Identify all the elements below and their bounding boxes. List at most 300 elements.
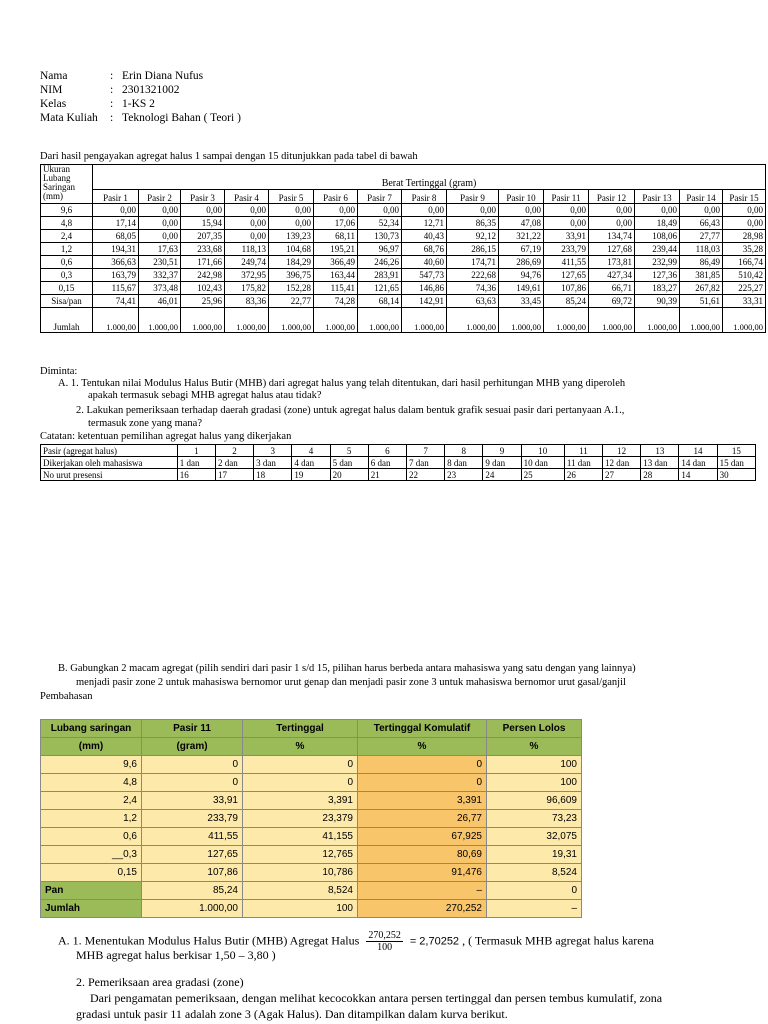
assignment-cell: 25 — [521, 469, 564, 481]
cell-value: 130,73 — [358, 230, 402, 243]
analysis-cell: 0 — [487, 882, 582, 900]
assignment-cell: 14 dan — [679, 457, 717, 469]
assignment-cell: 15 dan — [717, 457, 755, 469]
cell-value: 0,00 — [635, 204, 680, 217]
cell-value: 102,43 — [181, 282, 225, 295]
analysis-cell: 32,075 — [487, 828, 582, 846]
cell-value: 127,36 — [635, 269, 680, 282]
analysis-cell: 73,23 — [487, 810, 582, 828]
row-label: 1,2 — [41, 243, 93, 256]
cell-value: 207,35 — [181, 230, 225, 243]
row-label: 0,3 — [41, 269, 93, 282]
cell-value: 68,76 — [402, 243, 447, 256]
cell-value: 286,69 — [499, 256, 544, 269]
cell-value: 22,77 — [269, 295, 314, 308]
cell-value: 52,34 — [358, 217, 402, 230]
assignment-cell: 14 — [679, 469, 717, 481]
analysis-header: Tertinggal — [243, 720, 358, 738]
assignment-cell: 2 dan — [215, 457, 253, 469]
cell-value: 1.000,00 — [402, 308, 447, 333]
sieve-size-header: Ukuran Lubang Saringan (mm) — [41, 165, 93, 204]
row-label: 0,6 — [41, 256, 93, 269]
row-label: Jumlah — [41, 308, 93, 333]
cell-value: 249,74 — [225, 256, 269, 269]
assignment-cell: 7 dan — [406, 457, 444, 469]
cell-value: 35,28 — [723, 243, 766, 256]
table-row — [41, 217, 766, 230]
analysis-cell: 1,2 — [41, 810, 142, 828]
assignment-cell: 26 — [564, 469, 602, 481]
cell-value: 242,98 — [181, 269, 225, 282]
cell-value: 166,74 — [723, 256, 766, 269]
info-label: Nama — [40, 70, 68, 82]
assignment-cell: 19 — [292, 469, 330, 481]
cell-value: 12,71 — [402, 217, 447, 230]
column-header: Pasir 12 — [589, 190, 635, 204]
cell-value: 0,00 — [225, 204, 269, 217]
cell-value: 86,49 — [680, 256, 723, 269]
cell-value: 33,31 — [723, 295, 766, 308]
student-info — [40, 69, 241, 125]
info-value: Erin Diana Nufus — [122, 70, 204, 82]
cell-value: 0,00 — [723, 204, 766, 217]
assignment-row-label: Pasir (agregat halus) — [41, 445, 178, 457]
cell-value: 146,86 — [402, 282, 447, 295]
analysis-header: Tertinggal Komulatif — [358, 720, 487, 738]
assignment-row-label: Dikerjakan oleh mahasiswa — [41, 457, 178, 469]
assignment-cell: 11 — [564, 445, 602, 457]
assignment-cell: 13 dan — [641, 457, 679, 469]
cell-value: 194,31 — [93, 243, 139, 256]
cell-value: 51,61 — [680, 295, 723, 308]
cell-value: 121,65 — [358, 282, 402, 295]
cell-value: 0,00 — [499, 204, 544, 217]
assignment-cell: 24 — [483, 469, 521, 481]
cell-value: 68,05 — [93, 230, 139, 243]
table-row — [41, 792, 582, 810]
cell-value: 40,43 — [402, 230, 447, 243]
column-header: Pasir 1 — [93, 190, 139, 204]
cell-value: 69,72 — [589, 295, 635, 308]
analysis-cell: 0 — [358, 756, 487, 774]
cell-value: 18,49 — [635, 217, 680, 230]
cell-value: 33,45 — [499, 295, 544, 308]
cell-value: 118,03 — [680, 243, 723, 256]
table-row — [41, 846, 582, 864]
analysis-cell: Pan — [41, 882, 142, 900]
cell-value: 149,61 — [499, 282, 544, 295]
analysis-cell: 80,69 — [358, 846, 487, 864]
assignment-cell: 4 — [292, 445, 330, 457]
cell-value: 74,36 — [447, 282, 499, 295]
analysis-header: Lubang saringan — [41, 720, 142, 738]
assignment-cell: 9 dan — [483, 457, 521, 469]
cell-value: 1.000,00 — [499, 308, 544, 333]
cell-value: 0,00 — [402, 204, 447, 217]
cell-value: 0,00 — [680, 204, 723, 217]
cell-value: 184,29 — [269, 256, 314, 269]
assignment-cell: 6 dan — [368, 457, 406, 469]
column-header: Pasir 13 — [635, 190, 680, 204]
question-a2: 2. Lakukan pemeriksaan terhadap daerah gradasi (zone) untuk agregat halus dalam bentuk grafik sesuai pasir dari pertanyaan A.1., — [76, 405, 625, 416]
assignment-cell: 14 — [679, 445, 717, 457]
analysis-cell: 8,524 — [487, 864, 582, 882]
analysis-cell: 9,6 — [41, 756, 142, 774]
assignment-cell: 23 — [445, 469, 483, 481]
cell-value: 67,19 — [499, 243, 544, 256]
cell-value: 17,14 — [93, 217, 139, 230]
column-header: Pasir 5 — [269, 190, 314, 204]
cell-value: 1.000,00 — [225, 308, 269, 333]
analysis-cell: 0 — [358, 774, 487, 792]
analysis-unit: (gram) — [142, 738, 243, 756]
cell-value: 104,68 — [269, 243, 314, 256]
row-label: Sisa/pan — [41, 295, 93, 308]
cell-value: 1.000,00 — [358, 308, 402, 333]
cell-value: 83,36 — [225, 295, 269, 308]
answer-a2-line1: Dari pengamatan pemeriksaan, dengan melihat kecocokkan antara persen tertinggal dan persen tembus kumulatif, zona — [90, 991, 663, 1005]
assignment-cell: 18 — [254, 469, 292, 481]
analysis-header: Pasir 11 — [142, 720, 243, 738]
analysis-header: Persen Lolos — [487, 720, 582, 738]
answer-a1-line2: MHB agregat halus berkisar 1,50 – 3,80 ) — [76, 948, 276, 962]
mhb-result: = 2,70252 — [409, 935, 460, 948]
info-separator: : — [110, 70, 114, 82]
table-row — [41, 864, 582, 882]
cell-value: 283,91 — [358, 269, 402, 282]
answer-a2-title: 2. Pemeriksaan area gradasi (zone) — [76, 975, 244, 989]
assignment-cell: 7 — [406, 445, 444, 457]
cell-value: 225,27 — [723, 282, 766, 295]
assignment-cell: 20 — [330, 469, 368, 481]
analysis-cell: 233,79 — [142, 810, 243, 828]
cell-value: 239,44 — [635, 243, 680, 256]
table-row — [41, 256, 766, 269]
cell-value: 233,68 — [181, 243, 225, 256]
question-a2-cont: termasuk zone yang mana? — [88, 418, 202, 429]
part-b-line1: B. Gabungkan 2 macam agregat (pilih sendiri dari pasir 1 s/d 15, pilihan harus berbeda antara mahasiswa yang satu dengan yang lainnya) — [58, 663, 636, 674]
cell-value: 286,15 — [447, 243, 499, 256]
column-header: Pasir 11 — [544, 190, 589, 204]
row-label: 4,8 — [41, 217, 93, 230]
analysis-cell: 0 — [243, 756, 358, 774]
sieve-data-table — [40, 164, 766, 333]
assignment-cell: 13 — [641, 445, 679, 457]
intro-text: Dari hasil pengayakan agregat halus 1 sampai dengan 15 ditunjukkan pada tabel di bawah — [40, 151, 418, 162]
column-header: Pasir 8 — [402, 190, 447, 204]
analysis-cell: Jumlah — [41, 900, 142, 918]
column-header: Pasir 15 — [723, 190, 766, 204]
cell-value: 46,01 — [139, 295, 181, 308]
analysis-unit: % — [358, 738, 487, 756]
cell-value: 396,75 — [269, 269, 314, 282]
info-row — [40, 97, 241, 111]
cell-value: 0,00 — [723, 217, 766, 230]
cell-value: 230,51 — [139, 256, 181, 269]
assignment-cell: 4 dan — [292, 457, 330, 469]
column-header: Pasir 14 — [680, 190, 723, 204]
cell-value: 0,00 — [269, 204, 314, 217]
cell-value: 0,00 — [93, 204, 139, 217]
assignment-cell: 9 — [483, 445, 521, 457]
cell-value: 0,00 — [225, 230, 269, 243]
assignment-row — [41, 457, 756, 469]
cell-value: 372,95 — [225, 269, 269, 282]
pembahasan-heading: Pembahasan — [40, 691, 93, 702]
assignment-cell: 22 — [406, 469, 444, 481]
row-label: 9,6 — [41, 204, 93, 217]
analysis-jumlah-row — [41, 900, 582, 918]
analysis-cell: 0 — [142, 774, 243, 792]
table-row — [41, 230, 766, 243]
table-row — [41, 308, 766, 333]
assignment-cell: 2 — [215, 445, 253, 457]
cell-value: 108,06 — [635, 230, 680, 243]
analysis-cell: 0 — [243, 774, 358, 792]
weight-group-header: Berat Tertinggal (gram) — [93, 165, 766, 190]
cell-value: 0,00 — [139, 204, 181, 217]
info-separator: : — [110, 98, 114, 110]
cell-value: 25,96 — [181, 295, 225, 308]
question-a1-cont: apakah termasuk sebagi MHB agregat halus atau tidak? — [88, 390, 322, 401]
cell-value: 142,91 — [402, 295, 447, 308]
analysis-cell: 3,391 — [358, 792, 487, 810]
assignment-cell: 5 — [330, 445, 368, 457]
cell-value: 175,82 — [225, 282, 269, 295]
analysis-cell: 2,4 — [41, 792, 142, 810]
info-separator: : — [110, 84, 114, 96]
cell-value: 63,63 — [447, 295, 499, 308]
cell-value: 222,68 — [447, 269, 499, 282]
assignment-cell: 15 — [717, 445, 755, 457]
cell-value: 373,48 — [139, 282, 181, 295]
assignment-cell: 10 — [521, 445, 564, 457]
analysis-cell: __0,3 — [41, 846, 142, 864]
assignment-row-label: No urut presensi — [41, 469, 178, 481]
analysis-cell: 91,476 — [358, 864, 487, 882]
cell-value: 1.000,00 — [181, 308, 225, 333]
part-b-line2: menjadi pasir zone 2 untuk mahasiswa bernomor urut genap dan menjadi pasir zone 3 untuk mahasiswa bernomor urut gasal/ganjil — [76, 677, 626, 688]
column-header: Pasir 10 — [499, 190, 544, 204]
question-a1: A. 1. Tentukan nilai Modulus Halus Butir (MHB) dari agregat halus yang telah ditentukan, dari hasil perhitungan MHB yang diperoleh — [58, 378, 626, 389]
analysis-cell: – — [487, 900, 582, 918]
cell-value: 92,12 — [447, 230, 499, 243]
cell-value: 183,27 — [635, 282, 680, 295]
answer-a2-line2: gradasi untuk pasir 11 adalah zone 3 (Agak Halus). Dan ditampilkan dalam kurva berikut. — [76, 1007, 508, 1021]
cell-value: 85,24 — [544, 295, 589, 308]
cell-value: 163,44 — [314, 269, 358, 282]
cell-value: 174,71 — [447, 256, 499, 269]
cell-value: 427,34 — [589, 269, 635, 282]
table-row — [41, 204, 766, 217]
assignment-cell: 1 — [177, 445, 215, 457]
cell-value: 107,86 — [544, 282, 589, 295]
analysis-cell: 270,252 — [358, 900, 487, 918]
info-label: NIM — [40, 84, 63, 96]
cell-value: 127,65 — [544, 269, 589, 282]
analysis-unit: % — [487, 738, 582, 756]
cell-value: 163,79 — [93, 269, 139, 282]
table1-column-row — [41, 190, 766, 204]
cell-value: 1.000,00 — [269, 308, 314, 333]
analysis-cell: 12,765 — [243, 846, 358, 864]
info-value: 1-KS 2 — [122, 98, 155, 110]
cell-value: 0,00 — [589, 204, 635, 217]
assignment-cell: 28 — [641, 469, 679, 481]
cell-value: 547,73 — [402, 269, 447, 282]
table-row — [41, 269, 766, 282]
cell-value: 332,37 — [139, 269, 181, 282]
cell-value: 152,28 — [269, 282, 314, 295]
analysis-unit: % — [243, 738, 358, 756]
analysis-cell: 0,15 — [41, 864, 142, 882]
row-label: 0,15 — [41, 282, 93, 295]
analysis-cell: 100 — [487, 756, 582, 774]
cell-value: 66,71 — [589, 282, 635, 295]
cell-value: 171,66 — [181, 256, 225, 269]
analysis-header-row — [41, 720, 582, 738]
cell-value: 267,82 — [680, 282, 723, 295]
cell-value: 0,00 — [358, 204, 402, 217]
analysis-cell: 96,609 — [487, 792, 582, 810]
cell-value: 74,28 — [314, 295, 358, 308]
info-row — [40, 83, 241, 97]
cell-value: 0,00 — [447, 204, 499, 217]
analysis-cell: 0 — [142, 756, 243, 774]
analysis-cell: 19,31 — [487, 846, 582, 864]
analysis-cell: 411,55 — [142, 828, 243, 846]
cell-value: 246,26 — [358, 256, 402, 269]
cell-value: 47,08 — [499, 217, 544, 230]
cell-value: 232,99 — [635, 256, 680, 269]
cell-value: 68,11 — [314, 230, 358, 243]
answer-a1-post: , ( Termasuk MHB agregat halus karena — [462, 933, 654, 948]
cell-value: 90,39 — [635, 295, 680, 308]
analysis-table — [40, 719, 582, 918]
assignment-cell: 6 — [368, 445, 406, 457]
column-header: Pasir 7 — [358, 190, 402, 204]
cell-value: 0,00 — [181, 204, 225, 217]
cell-value: 321,22 — [499, 230, 544, 243]
diminta-title: Diminta: — [40, 366, 78, 377]
cell-value: 74,41 — [93, 295, 139, 308]
cell-value: 1.000,00 — [680, 308, 723, 333]
info-row — [40, 69, 241, 83]
assignment-cell: 8 — [445, 445, 483, 457]
cell-value: 86,35 — [447, 217, 499, 230]
table-row — [41, 282, 766, 295]
cell-value: 66,43 — [680, 217, 723, 230]
assignment-cell: 10 dan — [521, 457, 564, 469]
assignment-cell: 16 — [177, 469, 215, 481]
assignment-cell: 3 dan — [254, 457, 292, 469]
assignment-row — [41, 469, 756, 481]
cell-value: 139,23 — [269, 230, 314, 243]
table1-group-row — [41, 165, 766, 190]
table-row — [41, 828, 582, 846]
analysis-cell: 26,77 — [358, 810, 487, 828]
analysis-cell: 3,391 — [243, 792, 358, 810]
column-header: Pasir 4 — [225, 190, 269, 204]
analysis-unit-row — [41, 738, 582, 756]
assignment-cell: 1 dan — [177, 457, 215, 469]
analysis-cell: 0,6 — [41, 828, 142, 846]
assignment-cell: 3 — [254, 445, 292, 457]
cell-value: 1.000,00 — [723, 308, 766, 333]
assignment-table — [40, 444, 756, 481]
cell-value: 33,91 — [544, 230, 589, 243]
info-row — [40, 111, 241, 125]
assignment-cell: 27 — [603, 469, 641, 481]
cell-value: 115,41 — [314, 282, 358, 295]
cell-value: 1.000,00 — [447, 308, 499, 333]
info-value: 2301321002 — [122, 84, 180, 96]
answer-a1-text: A. 1. Menentukan Modulus Halus Butir (MHB) Agregat Halus — [58, 933, 360, 948]
column-header: Pasir 2 — [139, 190, 181, 204]
cell-value: 94,76 — [499, 269, 544, 282]
cell-value: 0,00 — [139, 230, 181, 243]
analysis-cell: – — [358, 882, 487, 900]
analysis-cell: 100 — [243, 900, 358, 918]
cell-value: 0,00 — [544, 217, 589, 230]
assignment-cell: 17 — [215, 469, 253, 481]
table-row — [41, 243, 766, 256]
cell-value: 0,00 — [589, 217, 635, 230]
cell-value: 1.000,00 — [589, 308, 635, 333]
info-label: Mata Kuliah — [40, 112, 98, 124]
fraction-denominator: 100 — [377, 942, 393, 953]
cell-value: 118,13 — [225, 243, 269, 256]
assignment-cell: 11 dan — [564, 457, 602, 469]
cell-value: 0,00 — [544, 204, 589, 217]
assignment-cell: 12 — [603, 445, 641, 457]
cell-value: 68,14 — [358, 295, 402, 308]
analysis-cell: 100 — [487, 774, 582, 792]
analysis-cell: 1.000,00 — [142, 900, 243, 918]
table-row — [41, 756, 582, 774]
cell-value: 15,94 — [181, 217, 225, 230]
analysis-cell: 127,65 — [142, 846, 243, 864]
cell-value: 173,81 — [589, 256, 635, 269]
analysis-cell: 23,379 — [243, 810, 358, 828]
analysis-cell: 67,925 — [358, 828, 487, 846]
table-row — [41, 774, 582, 792]
assignment-cell: 30 — [717, 469, 755, 481]
analysis-cell: 4,8 — [41, 774, 142, 792]
cell-value: 40,60 — [402, 256, 447, 269]
assignment-cell: 8 dan — [445, 457, 483, 469]
analysis-cell: 33,91 — [142, 792, 243, 810]
cell-value: 1.000,00 — [93, 308, 139, 333]
analysis-cell: 8,524 — [243, 882, 358, 900]
fraction-numerator: 270,252 — [368, 930, 401, 941]
cell-value: 233,79 — [544, 243, 589, 256]
row-label: 2,4 — [41, 230, 93, 243]
assignment-row — [41, 445, 756, 457]
analysis-cell: 107,86 — [142, 864, 243, 882]
table-row — [41, 295, 766, 308]
column-header: Pasir 9 — [447, 190, 499, 204]
assignment-cell: 12 dan — [603, 457, 641, 469]
cell-value: 411,55 — [544, 256, 589, 269]
cell-value: 17,06 — [314, 217, 358, 230]
info-value: Teknologi Bahan ( Teori ) — [122, 112, 241, 124]
cell-value: 0,00 — [314, 204, 358, 217]
cell-value: 1.000,00 — [314, 308, 358, 333]
cell-value: 0,00 — [139, 217, 181, 230]
info-label: Kelas — [40, 98, 67, 110]
selection-note: Catatan: ketentuan pemilihan agregat halus yang dikerjakan — [40, 431, 292, 442]
